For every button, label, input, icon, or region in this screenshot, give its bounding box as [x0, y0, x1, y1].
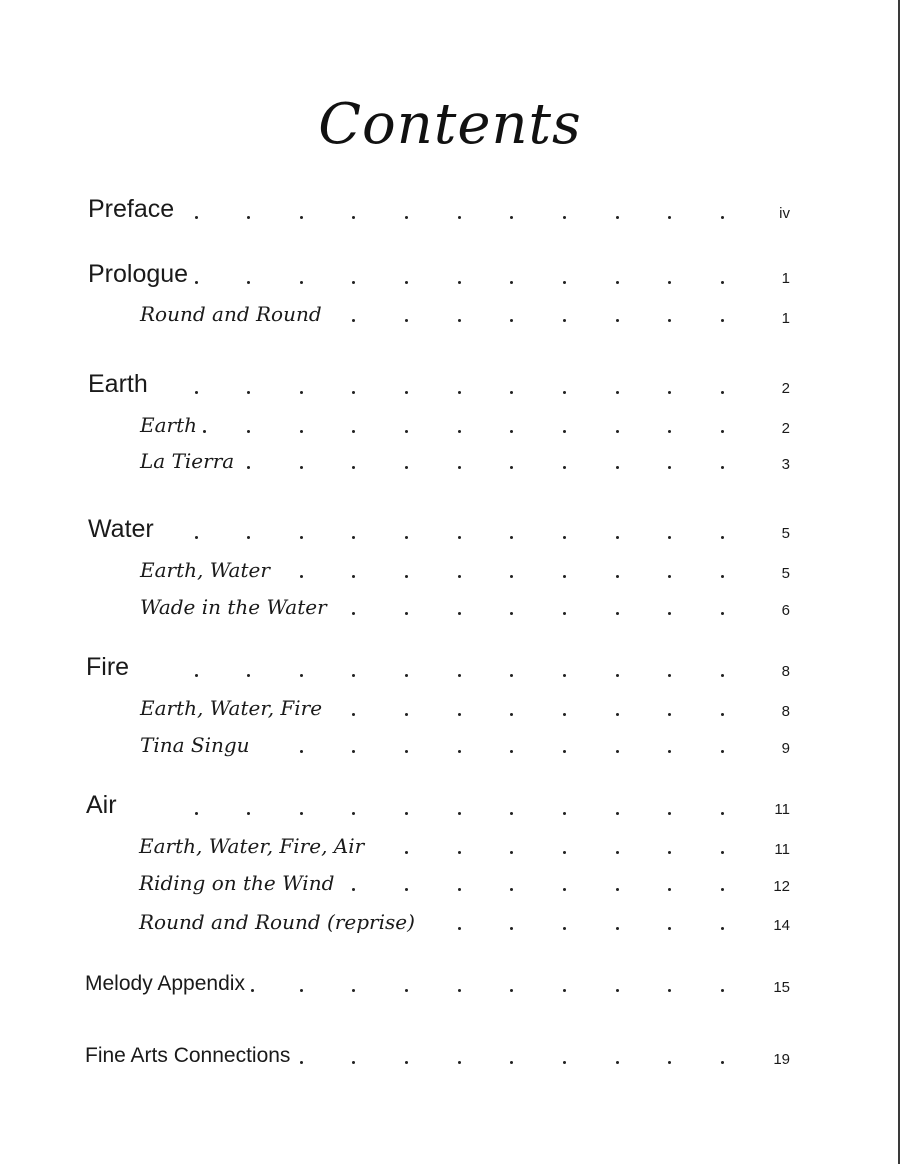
- page-title: Contents: [318, 92, 582, 157]
- leader-dot: [510, 466, 513, 469]
- leader-dot: [458, 1061, 461, 1064]
- leader-dot: [563, 319, 566, 322]
- leader-dot: [195, 674, 198, 677]
- toc-entry-label: Fire: [86, 653, 130, 681]
- leader-dot: [563, 575, 566, 578]
- toc-page-number: 1: [781, 310, 790, 327]
- toc-entry-label: Wade in the Water: [140, 595, 327, 619]
- leader-dot: [668, 888, 671, 891]
- leader-dot: [300, 812, 303, 815]
- leader-dot: [668, 281, 671, 284]
- toc-entry-earth-water-fire-air: [0, 834, 900, 870]
- toc-entry-label: Riding on the Wind: [139, 871, 335, 895]
- leader-dot: [458, 466, 461, 469]
- toc-page-number: 8: [781, 703, 790, 720]
- leader-dot: [563, 927, 566, 930]
- toc-entry-label: Air: [86, 791, 117, 819]
- toc-page-number: 5: [781, 565, 790, 582]
- toc-entry-label: Round and Round (reprise): [139, 910, 415, 934]
- leader-dot: [352, 750, 355, 753]
- toc-entry-label: Prologue: [88, 260, 189, 288]
- leader-dot: [563, 391, 566, 394]
- leader-dot: [300, 430, 303, 433]
- leader-dot: [668, 575, 671, 578]
- leader-dot: [405, 750, 408, 753]
- leader-dot: [668, 319, 671, 322]
- leader-dot: [352, 888, 355, 891]
- leader-dot: [563, 466, 566, 469]
- leader-dot: [510, 927, 513, 930]
- toc-entry-round-and-round-reprise: [0, 910, 900, 946]
- toc-entry-earth-water-fire: [0, 696, 900, 732]
- leader-dot: [405, 674, 408, 677]
- leader-dot: [668, 612, 671, 615]
- leader-dot: [721, 812, 724, 815]
- leader-dot: [668, 430, 671, 433]
- leader-dot: [616, 888, 619, 891]
- toc-entry-label: Earth, Water: [140, 558, 270, 582]
- toc-page-number: iv: [779, 205, 790, 222]
- leader-dot: [458, 612, 461, 615]
- toc-page-number: 14: [773, 917, 790, 934]
- leader-dot: [510, 888, 513, 891]
- toc-entry-round-and-round: [0, 302, 900, 338]
- leader-dot: [352, 391, 355, 394]
- leader-dot: [721, 319, 724, 322]
- leader-dot: [563, 989, 566, 992]
- leader-dot: [668, 674, 671, 677]
- toc-entry-label: Round and Round: [140, 302, 322, 326]
- toc-entry-water: [0, 515, 900, 551]
- toc-page-number: 1: [781, 270, 790, 287]
- toc-page-number: 8: [781, 663, 790, 680]
- leader-dot: [721, 430, 724, 433]
- leader-dot: [195, 391, 198, 394]
- leader-dot: [405, 536, 408, 539]
- toc-entry-melody-appendix: [0, 972, 900, 1008]
- leader-dot: [458, 927, 461, 930]
- leader-dot: [563, 612, 566, 615]
- leader-dot: [352, 319, 355, 322]
- leader-dot: [352, 281, 355, 284]
- leader-dot: [300, 1061, 303, 1064]
- leader-dot: [458, 674, 461, 677]
- leader-dot: [668, 536, 671, 539]
- leader-dot: [405, 1061, 408, 1064]
- leader-dot: [616, 927, 619, 930]
- leader-dot: [195, 216, 198, 219]
- leader-dot: [247, 216, 250, 219]
- leader-dot: [563, 1061, 566, 1064]
- leader-dot: [405, 812, 408, 815]
- toc-page-number: 11: [774, 801, 790, 818]
- leader-dot: [668, 851, 671, 854]
- leader-dot: [510, 851, 513, 854]
- leader-dot: [510, 281, 513, 284]
- toc-entry-label: Tina Singu: [140, 733, 250, 757]
- leader-dot: [352, 466, 355, 469]
- leader-dot: [247, 391, 250, 394]
- leader-dot: [247, 812, 250, 815]
- leader-dot: [352, 536, 355, 539]
- toc-page-number: 9: [781, 740, 790, 757]
- toc-page-number: 2: [781, 420, 790, 437]
- leader-dot: [352, 575, 355, 578]
- leader-dot: [405, 391, 408, 394]
- leader-dot: [352, 812, 355, 815]
- leader-dot: [352, 1061, 355, 1064]
- leader-dot: [721, 1061, 724, 1064]
- leader-dot: [458, 750, 461, 753]
- leader-dot: [203, 430, 206, 433]
- leader-dot: [458, 536, 461, 539]
- toc-entry-preface: [0, 195, 900, 231]
- toc-entry-wade-in-the-water: [0, 595, 900, 631]
- leader-dot: [721, 713, 724, 716]
- leader-dot: [458, 851, 461, 854]
- leader-dot: [510, 713, 513, 716]
- leader-dot: [405, 281, 408, 284]
- toc-page-number: 12: [773, 878, 790, 895]
- leader-dot: [616, 674, 619, 677]
- leader-dot: [510, 536, 513, 539]
- leader-dot: [458, 216, 461, 219]
- leader-dot: [668, 216, 671, 219]
- leader-dot: [405, 851, 408, 854]
- leader-dot: [251, 989, 254, 992]
- leader-dot: [721, 851, 724, 854]
- toc-entry-earth-song: [0, 413, 900, 449]
- leader-dot: [300, 391, 303, 394]
- leader-dot: [510, 319, 513, 322]
- leader-dot: [300, 216, 303, 219]
- leader-dot: [721, 674, 724, 677]
- leader-dot: [616, 281, 619, 284]
- leader-dot: [616, 319, 619, 322]
- leader-dot: [510, 430, 513, 433]
- leader-dot: [668, 466, 671, 469]
- leader-dot: [300, 674, 303, 677]
- leader-dot: [721, 612, 724, 615]
- leader-dot: [510, 216, 513, 219]
- leader-dot: [563, 536, 566, 539]
- leader-dot: [405, 575, 408, 578]
- leader-dot: [352, 430, 355, 433]
- toc-entry-label: Earth, Water, Fire, Air: [139, 834, 365, 858]
- leader-dot: [721, 750, 724, 753]
- toc-entry-label: La Tierra: [140, 449, 235, 473]
- leader-dot: [510, 812, 513, 815]
- leader-dot: [616, 713, 619, 716]
- leader-dot: [405, 612, 408, 615]
- leader-dot: [510, 750, 513, 753]
- toc-page-number: 5: [781, 525, 790, 542]
- leader-dot: [616, 536, 619, 539]
- toc-entry-earth-water: [0, 558, 900, 594]
- leader-dot: [668, 989, 671, 992]
- leader-dot: [352, 216, 355, 219]
- toc-entry-prologue: [0, 260, 900, 296]
- leader-dot: [616, 989, 619, 992]
- leader-dot: [668, 750, 671, 753]
- toc-entry-fire: [0, 653, 900, 689]
- leader-dot: [458, 319, 461, 322]
- leader-dot: [458, 281, 461, 284]
- leader-dot: [405, 430, 408, 433]
- leader-dot: [510, 989, 513, 992]
- leader-dot: [352, 989, 355, 992]
- leader-dot: [616, 216, 619, 219]
- leader-dot: [300, 281, 303, 284]
- leader-dot: [300, 536, 303, 539]
- leader-dot: [721, 466, 724, 469]
- toc-entry-air: [0, 791, 900, 827]
- leader-dot: [563, 851, 566, 854]
- toc-entry-label: Fine Arts Connections: [85, 1044, 291, 1067]
- leader-dot: [458, 989, 461, 992]
- leader-dot: [616, 1061, 619, 1064]
- leader-dot: [721, 888, 724, 891]
- toc-page-number: 6: [781, 602, 790, 619]
- leader-dot: [458, 430, 461, 433]
- toc-entry-la-tierra: [0, 449, 900, 485]
- toc-page-number: 11: [774, 841, 790, 858]
- toc-page-number: 3: [781, 456, 790, 473]
- toc-entry-label: Earth: [88, 370, 148, 398]
- leader-dot: [563, 674, 566, 677]
- toc-page-number: 19: [773, 1051, 790, 1068]
- leader-dot: [247, 281, 250, 284]
- leader-dot: [300, 989, 303, 992]
- toc-entry-label: Melody Appendix: [85, 972, 245, 995]
- leader-dot: [616, 750, 619, 753]
- leader-dot: [247, 674, 250, 677]
- leader-dot: [405, 216, 408, 219]
- leader-dot: [458, 713, 461, 716]
- leader-dot: [668, 391, 671, 394]
- leader-dot: [668, 713, 671, 716]
- leader-dot: [616, 391, 619, 394]
- leader-dot: [352, 674, 355, 677]
- leader-dot: [195, 281, 198, 284]
- toc-entry-riding-on-the-wind: [0, 871, 900, 907]
- toc-page-number: 2: [781, 380, 790, 397]
- leader-dot: [563, 216, 566, 219]
- leader-dot: [300, 466, 303, 469]
- leader-dot: [195, 536, 198, 539]
- leader-dot: [563, 713, 566, 716]
- leader-dot: [458, 391, 461, 394]
- leader-dot: [510, 674, 513, 677]
- leader-dot: [300, 575, 303, 578]
- leader-dot: [247, 430, 250, 433]
- leader-dot: [510, 1061, 513, 1064]
- leader-dot: [510, 391, 513, 394]
- leader-dot: [563, 888, 566, 891]
- leader-dot: [721, 391, 724, 394]
- leader-dot: [195, 812, 198, 815]
- leader-dot: [300, 750, 303, 753]
- leader-dot: [405, 319, 408, 322]
- toc-page-number: 15: [773, 979, 790, 996]
- leader-dot: [721, 281, 724, 284]
- leader-dot: [616, 430, 619, 433]
- leader-dot: [563, 281, 566, 284]
- leader-dot: [668, 1061, 671, 1064]
- leader-dot: [721, 927, 724, 930]
- leader-dot: [247, 536, 250, 539]
- leader-dot: [721, 575, 724, 578]
- leader-dot: [721, 536, 724, 539]
- leader-dot: [510, 575, 513, 578]
- leader-dot: [668, 927, 671, 930]
- leader-dot: [458, 812, 461, 815]
- leader-dot: [616, 575, 619, 578]
- leader-dot: [563, 430, 566, 433]
- leader-dot: [721, 989, 724, 992]
- leader-dot: [721, 216, 724, 219]
- leader-dot: [352, 612, 355, 615]
- leader-dot: [405, 713, 408, 716]
- leader-dot: [563, 812, 566, 815]
- leader-dot: [616, 466, 619, 469]
- leader-dot: [405, 989, 408, 992]
- toc-entry-earth: [0, 370, 900, 406]
- toc-entry-label: Earth, Water, Fire: [140, 696, 323, 720]
- leader-dot: [247, 466, 250, 469]
- toc-entry-label: Water: [88, 515, 154, 543]
- toc-entry-label: Earth: [140, 413, 198, 437]
- leader-dot: [616, 851, 619, 854]
- leader-dot: [352, 713, 355, 716]
- toc-entry-fine-arts-connections: [0, 1044, 900, 1080]
- leader-dot: [405, 466, 408, 469]
- leader-dot: [616, 812, 619, 815]
- leader-dot: [458, 575, 461, 578]
- toc-entry-tina-singu: [0, 733, 900, 769]
- toc-entry-label: Preface: [88, 195, 175, 223]
- leader-dot: [405, 888, 408, 891]
- leader-dot: [510, 612, 513, 615]
- leader-dot: [458, 888, 461, 891]
- leader-dot: [616, 612, 619, 615]
- leader-dot: [563, 750, 566, 753]
- leader-dot: [668, 812, 671, 815]
